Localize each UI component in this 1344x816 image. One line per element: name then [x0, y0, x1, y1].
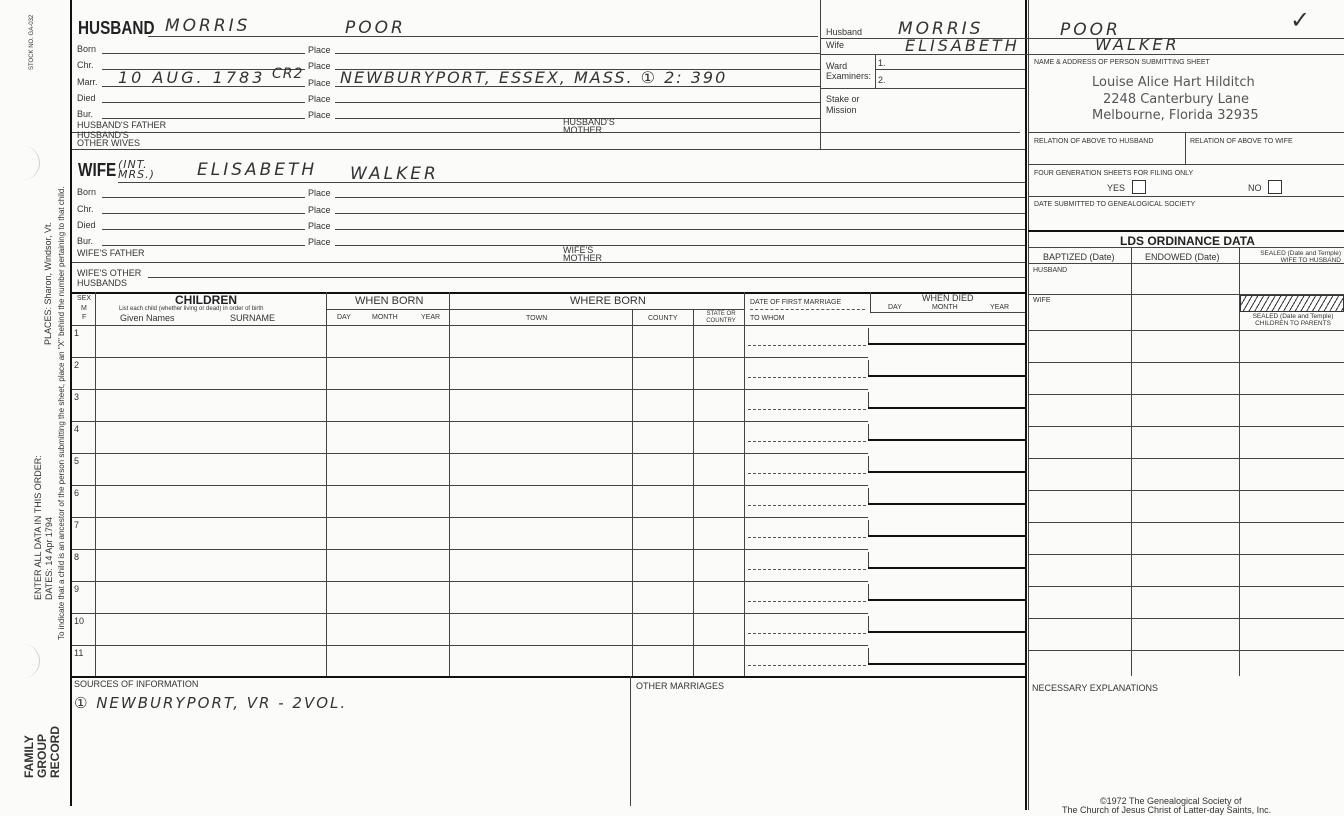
submitter-label: NAME & ADDRESS OF PERSON SUBMITTING SHEET: [1034, 59, 1210, 66]
lds-row-divider: [1028, 650, 1344, 651]
child-died-bracket: [868, 424, 869, 440]
town-divider: [632, 309, 633, 676]
yes-checkbox[interactable]: [1132, 180, 1146, 194]
husband-died-line[interactable]: [102, 102, 305, 103]
main-right-border: [820, 0, 821, 149]
wife-heading: WIFE: [78, 160, 117, 180]
children-instruction: List each child (whether living or dead) in order of birth: [119, 306, 264, 312]
submitter-name[interactable]: Louise Alice Hart Hilditch: [1092, 75, 1255, 90]
lds-row-husband-label: HUSBAND: [1033, 267, 1068, 274]
child-row-number: 3: [74, 392, 80, 402]
sources-value[interactable]: ① NEWBURYPORT, VR - 2VOL.: [74, 694, 348, 712]
submitter-city[interactable]: Melbourne, Florida 32935: [1092, 108, 1259, 123]
sex-f-label: F: [82, 314, 87, 321]
child-row-divider: [72, 581, 868, 582]
rel-divider: [1185, 132, 1186, 164]
punch-hole-bottom: [6, 644, 40, 678]
child-row-divider: [72, 357, 868, 358]
child-row-divider: [72, 613, 868, 614]
wife-died-label: Died: [77, 220, 96, 230]
check-mark: ✓: [1290, 6, 1314, 34]
when-born-divider: [326, 309, 449, 310]
husband-parents-line[interactable]: [72, 132, 1020, 133]
child-row-number: 9: [74, 584, 80, 594]
child-died-bracket: [868, 520, 869, 536]
child-row-number: 10: [74, 616, 85, 626]
when-born-heading: WHEN BORN: [355, 295, 424, 307]
child-row-number: 2: [74, 360, 80, 370]
examiners-bottom: [820, 88, 1025, 89]
husband-born-place-label: Place: [308, 45, 331, 55]
child-row-divider: [72, 517, 868, 518]
places-instruction: PLACES: Sharon, Windsor, Vt.: [43, 221, 53, 345]
child-marriage-dash[interactable]: [748, 633, 866, 634]
died-month-label: MONTH: [932, 304, 958, 311]
husband-other-wives-line[interactable]: [72, 149, 1025, 150]
child-marriage-dash[interactable]: [748, 377, 866, 378]
child-died-bracket: [868, 488, 869, 504]
wife-died-place-label: Place: [308, 221, 331, 231]
submitter-street[interactable]: 2248 Canterbury Lane: [1103, 92, 1250, 107]
submitter-divider: [1028, 0, 1029, 810]
children-header-bottom: [72, 325, 1025, 326]
examiners-divider: [875, 54, 876, 88]
born-year-label: YEAR: [421, 314, 441, 321]
right-husband-surname[interactable]: POOR: [1060, 20, 1121, 40]
rel-bottom: [1028, 164, 1344, 165]
form-left-border: [70, 0, 72, 806]
examiner-1-line[interactable]: [875, 69, 1025, 70]
lds-row-divider: [1028, 522, 1344, 523]
husband-bur-place-label: Place: [308, 110, 331, 120]
wife-born-place-line[interactable]: [335, 197, 1025, 198]
right-panel-divider: [1025, 0, 1027, 810]
child-died-bracket: [868, 392, 869, 408]
wife-given-name[interactable]: ELISABETH: [197, 160, 318, 180]
sealed-hatch-block: [1240, 295, 1344, 312]
when-died-left-divider: [870, 292, 871, 312]
where-born-right-divider: [744, 292, 745, 676]
lds-col-header-bottom: [1028, 263, 1344, 264]
submitter-bottom: [1028, 132, 1344, 133]
child-row-number: 6: [74, 488, 80, 498]
child-died-line[interactable]: [868, 471, 1025, 473]
right-wife-label: Wife: [826, 40, 844, 50]
right-husband-line: [820, 38, 1344, 39]
rel-husband-label: RELATION OF ABOVE TO HUSBAND: [1034, 138, 1154, 145]
husband-marr-label: Marr.: [77, 77, 98, 87]
other-marriages-divider: [630, 676, 631, 806]
dates-instruction: DATES: 14 Apr 1794: [44, 517, 54, 600]
wife-died-line[interactable]: [102, 229, 305, 230]
ward-label: Ward: [826, 61, 848, 71]
wife-bur-label: Bur.: [77, 236, 94, 246]
right-wife-line: [820, 54, 1344, 55]
husband-died-place-label: Place: [308, 94, 331, 104]
right-husband-given[interactable]: MORRIS: [898, 19, 984, 39]
examiners-label: Examiners:: [826, 71, 872, 81]
examiner-1-label: 1.: [878, 58, 886, 68]
wife-born-label: Born: [77, 187, 97, 197]
lds-row-wife-label: WIFE: [1033, 297, 1051, 304]
child-died-line[interactable]: [868, 599, 1025, 601]
state-column-label: STATE OR COUNTRY: [706, 311, 736, 324]
lds-top-border: [1028, 230, 1344, 232]
lds-row-divider: [1028, 362, 1344, 363]
baptized-label: BAPTIZED (Date): [1043, 252, 1115, 262]
child-row-number: 5: [74, 456, 80, 466]
ancestor-instruction: To indicate that a child is an ancestor of the person submitting the sheet, place an "X" behind the number pertaining to that child.: [57, 186, 66, 640]
child-row-number: 8: [74, 552, 80, 562]
lds-row-divider: [1028, 394, 1344, 395]
wife-surname[interactable]: WALKER: [350, 164, 439, 184]
four-gen-bottom: [1028, 196, 1344, 197]
child-died-line[interactable]: [868, 343, 1025, 345]
wife-prefix[interactable]: (INT. MRS.): [118, 158, 155, 181]
child-row-number: 4: [74, 424, 80, 434]
born-month-label: MONTH: [372, 314, 398, 321]
child-died-bracket: [868, 360, 869, 376]
where-born-divider: [449, 309, 744, 310]
wife-mother-label: WIFE'S MOTHER: [563, 245, 602, 263]
right-wife-given[interactable]: ELISABETH: [905, 36, 1020, 55]
yes-label: YES: [1107, 183, 1126, 193]
when-died-bottom: [870, 312, 1025, 313]
enter-data-instruction: ENTER ALL DATA IN THIS ORDER:: [33, 455, 43, 600]
husband-marr-place-label: Place: [308, 78, 331, 88]
child-died-line[interactable]: [868, 663, 1025, 665]
wife-other-husbands-line[interactable]: [148, 277, 1025, 278]
first-marriage-header-dash: [750, 309, 865, 310]
first-marriage-label: DATE OF FIRST MARRIAGE: [750, 299, 842, 306]
four-gen-label: FOUR GENERATION SHEETS FOR FILING ONLY: [1034, 170, 1194, 177]
child-died-line[interactable]: [868, 503, 1025, 505]
sealed-children-label: SEALED (Date and Temple) CHILDREN TO PARENTS: [1252, 313, 1334, 327]
child-row-divider: [72, 389, 868, 390]
wife-bur-place-label: Place: [308, 237, 331, 247]
child-marriage-dash[interactable]: [748, 537, 866, 538]
child-row-divider: [72, 421, 868, 422]
lds-row-divider: [1028, 586, 1344, 587]
child-died-bracket: [868, 616, 869, 632]
child-died-line[interactable]: [868, 567, 1025, 569]
child-row-number: 11: [74, 648, 84, 658]
child-row-number: 7: [74, 520, 80, 530]
surname-column-label: SURNAME: [230, 313, 276, 323]
child-died-line[interactable]: [868, 439, 1025, 441]
form-title-record: RECORD: [48, 725, 62, 778]
child-marriage-dash[interactable]: [748, 505, 866, 506]
child-marriage-dash[interactable]: [748, 345, 866, 346]
child-row-divider: [72, 549, 868, 550]
lds-col-divider-1: [1131, 247, 1132, 676]
husband-heading: HUSBAND: [78, 18, 155, 38]
child-died-line[interactable]: [868, 375, 1025, 377]
stake-label: Stake or Mission: [826, 94, 860, 115]
husband-chr-label: Chr.: [77, 60, 94, 70]
punch-hole-top: [6, 146, 40, 180]
husband-born-place-line[interactable]: [335, 53, 820, 54]
wife-other-husbands-label: WIFE'S OTHER HUSBANDS: [77, 268, 142, 288]
given-names-column-label: Given Names: [120, 313, 175, 323]
child-row-divider: [72, 485, 868, 486]
child-died-line[interactable]: [868, 631, 1025, 633]
child-died-bracket: [868, 456, 869, 472]
children-heading: CHILDREN: [175, 293, 237, 307]
other-marriages-label: OTHER MARRIAGES: [636, 681, 725, 691]
wife-chr-line[interactable]: [102, 213, 305, 214]
wife-chr-label: Chr.: [77, 204, 94, 214]
child-row-number: 1: [74, 328, 80, 338]
child-died-bracket: [868, 552, 869, 568]
copyright-line-2: The Church of Jesus Christ of Latter-day Saints, Inc.: [1062, 805, 1272, 815]
lds-row-divider: [1028, 554, 1344, 555]
lds-row-divider: [1028, 458, 1344, 459]
child-marriage-dash[interactable]: [748, 409, 866, 410]
child-marriage-dash[interactable]: [748, 441, 866, 442]
lds-row-divider: [1028, 490, 1344, 491]
wife-born-place-label: Place: [308, 188, 331, 198]
born-day-label: DAY: [337, 314, 351, 321]
husband-born-line[interactable]: [102, 53, 305, 54]
wife-name-line: [118, 182, 1025, 183]
form-title-family: FAMILY: [22, 735, 36, 778]
wife-chr-place-label: Place: [308, 205, 331, 215]
county-column-label: COUNTY: [648, 315, 678, 322]
children-bottom-border: [72, 676, 1027, 678]
examiner-2-label: 2.: [878, 75, 886, 85]
child-marriage-dash[interactable]: [748, 473, 866, 474]
husband-died-place-line[interactable]: [335, 102, 820, 103]
explanations-label: NECESSARY EXPLANATIONS: [1032, 683, 1159, 693]
rel-wife-label: RELATION OF ABOVE TO WIFE: [1190, 138, 1293, 145]
husband-name-line: [148, 36, 818, 37]
child-marriage-dash[interactable]: [748, 665, 866, 666]
child-died-bracket: [868, 328, 869, 344]
lds-row-divider: [1028, 618, 1344, 619]
child-died-line[interactable]: [868, 535, 1025, 537]
county-divider: [693, 309, 694, 676]
husband-father-label: HUSBAND'S FATHER: [77, 120, 167, 130]
wife-born-line[interactable]: [102, 197, 305, 198]
child-died-bracket: [868, 584, 869, 600]
husband-marr-note[interactable]: CR2: [272, 66, 304, 82]
sex-column-label: SEX: [77, 295, 92, 302]
wife-died-place-line[interactable]: [335, 229, 1025, 230]
child-row-divider: [72, 453, 868, 454]
sealed-wife-label: SEALED (Date and Temple) WIFE TO HUSBAND: [1260, 250, 1341, 264]
town-column-label: TOWN: [526, 315, 548, 322]
husband-marr-date[interactable]: 10 AUG. 1783: [118, 68, 266, 87]
lds-row-divider: [1028, 426, 1344, 427]
right-husband-label: Husband: [826, 27, 863, 37]
husband-chr-place-label: Place: [308, 61, 331, 71]
husband-given-name[interactable]: MORRIS: [165, 16, 251, 36]
date-submitted-label: DATE SUBMITTED TO GENEALOGICAL SOCIETY: [1034, 201, 1196, 208]
when-born-right-divider: [449, 292, 450, 676]
no-checkbox[interactable]: [1268, 180, 1282, 194]
wife-parents-line[interactable]: [72, 262, 1025, 263]
child-died-line[interactable]: [868, 407, 1025, 409]
husband-died-label: Died: [77, 93, 96, 103]
lds-row-divider: [1028, 330, 1344, 331]
form-title-group: GROUP: [35, 733, 49, 778]
child-died-bracket: [868, 648, 869, 664]
copyright-line-1: ©1972 The Genealogical Society of: [1100, 796, 1242, 806]
husband-bur-label: Bur.: [77, 109, 94, 119]
lds-heading: LDS ORDINANCE DATA: [1120, 234, 1255, 248]
child-marriage-dash[interactable]: [748, 569, 866, 570]
sex-m-label: M: [81, 305, 87, 312]
sex-column-divider: [95, 292, 96, 676]
husband-other-wives-label: HUSBAND'S OTHER WIVES: [77, 130, 141, 148]
died-year-label: YEAR: [990, 304, 1010, 311]
wife-chr-place-line[interactable]: [335, 213, 1025, 214]
where-born-heading: WHERE BORN: [570, 295, 646, 307]
wife-bur-place-line[interactable]: [335, 245, 1025, 246]
right-wife-surname[interactable]: WALKER: [1095, 35, 1180, 54]
husband-marr-place[interactable]: NEWBURYPORT, ESSEX, MASS. ① 2: 390: [340, 68, 728, 87]
children-name-divider: [326, 292, 327, 676]
child-row-divider: [72, 645, 868, 646]
no-label: NO: [1248, 183, 1262, 193]
husband-mother-label: HUSBAND'S MOTHER: [563, 117, 615, 135]
died-day-label: DAY: [888, 304, 902, 311]
child-marriage-dash[interactable]: [748, 601, 866, 602]
to-whom-label: TO WHOM: [750, 315, 785, 322]
wife-bur-line[interactable]: [102, 245, 305, 246]
husband-bur-line[interactable]: [102, 118, 305, 119]
wife-father-label: WIFE'S FATHER: [77, 248, 145, 258]
husband-surname[interactable]: POOR: [345, 18, 406, 38]
lds-heading-bottom: [1028, 247, 1344, 248]
endowed-label: ENDOWED (Date): [1145, 252, 1220, 262]
sources-label: SOURCES OF INFORMATION: [74, 679, 199, 689]
when-died-heading: WHEN DIED: [922, 293, 974, 303]
stock-number: STOCK NO. GA-032: [29, 14, 35, 70]
husband-born-label: Born: [77, 44, 97, 54]
